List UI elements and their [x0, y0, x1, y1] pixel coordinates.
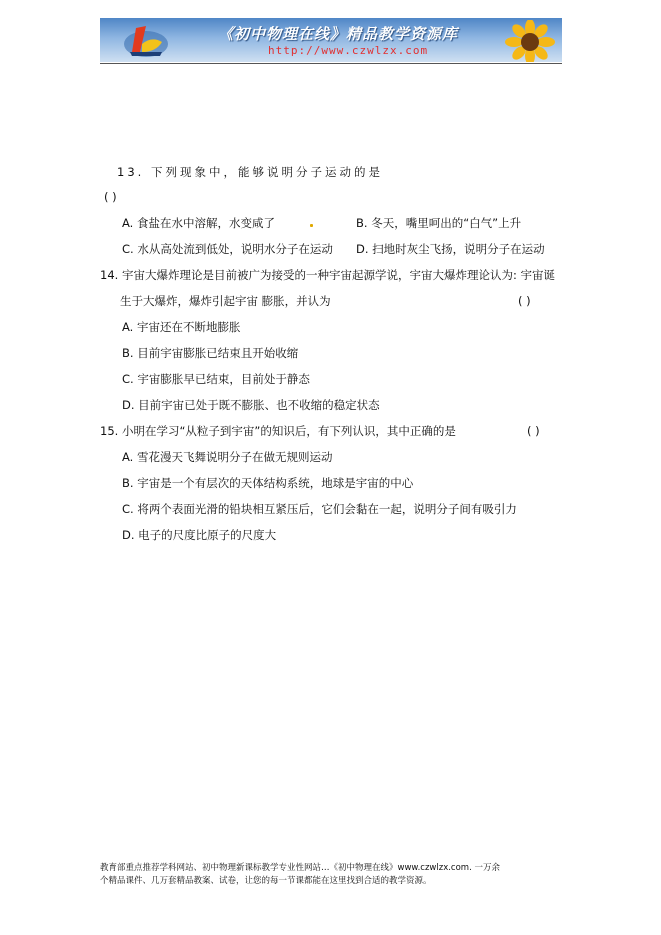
- q13-option-d: D. 扫地时灰尘飞扬，说明分子在运动: [356, 242, 545, 256]
- q13-option-a: A. 食盐在水中溶解，水变咸了: [122, 216, 275, 230]
- banner-url[interactable]: http://www.czwlzx.com: [268, 44, 429, 57]
- q14-answer-paren: ( ): [518, 294, 531, 308]
- footer-line-1: 教育部重点推荐学科网站、初中物理新课标教学专业性网站…《初中物理在线》www.czwlzx.com. 一万余: [100, 863, 500, 873]
- q15-option-b: B. 宇宙是一个有层次的天体结构系统，地球是宇宙的中心: [122, 476, 414, 490]
- q13-option-c: C. 水从高处流到低处，说明水分子在运动: [122, 242, 333, 256]
- q14-stem-line1: 14. 宇宙大爆炸理论是目前被广为接受的一种宇宙起源学说，宇宙大爆炸理论认为: 宇宙诞: [100, 268, 555, 282]
- q14-option-c: C. 宇宙膨胀早已结束，目前处于静态: [122, 372, 310, 386]
- q14-option-d: D. 目前宇宙已处于既不膨胀、也不收缩的稳定状态: [122, 398, 380, 412]
- header-banner: [100, 18, 562, 62]
- q14-stem-line2: 生于大爆炸，爆炸引起宇宙 膨胀，并认为: [120, 294, 331, 308]
- q13-answer-paren: ( ): [104, 190, 117, 204]
- q15-option-c: C. 将两个表面光滑的铅块相互紧压后，它们会黏在一起，说明分子间有吸引力: [122, 502, 517, 516]
- q14-option-b: B. 目前宇宙膨胀已结束且开始收缩: [122, 346, 299, 360]
- q13-stem: 13. 下列现象中，能够说明分子运动的是: [117, 165, 383, 179]
- site-logo-icon: [122, 22, 170, 60]
- q13-option-b: B. 冬天，嘴里呵出的“白气”上升: [356, 216, 522, 230]
- sunflower-icon: [500, 20, 560, 62]
- q15-stem: 15. 小明在学习“从粒子到宇宙”的知识后，有下列认识，其中正确的是: [100, 424, 456, 438]
- banner-title: 《初中物理在线》精品教学资源库: [218, 25, 459, 43]
- q15-answer-paren: ( ): [527, 424, 540, 438]
- header-divider: [100, 63, 562, 64]
- q15-option-a: A. 雪花漫天飞舞说明分子在做无规则运动: [122, 450, 333, 464]
- q14-option-a: A. 宇宙还在不断地膨胀: [122, 320, 241, 334]
- q15-option-d: D. 电子的尺度比原子的尺度大: [122, 528, 277, 542]
- footer-line-2: 个精品课件、几万套精品教案、试卷，让您的每一节课都能在这里找到合适的教学资源。: [100, 876, 432, 886]
- stray-dot: [310, 224, 313, 227]
